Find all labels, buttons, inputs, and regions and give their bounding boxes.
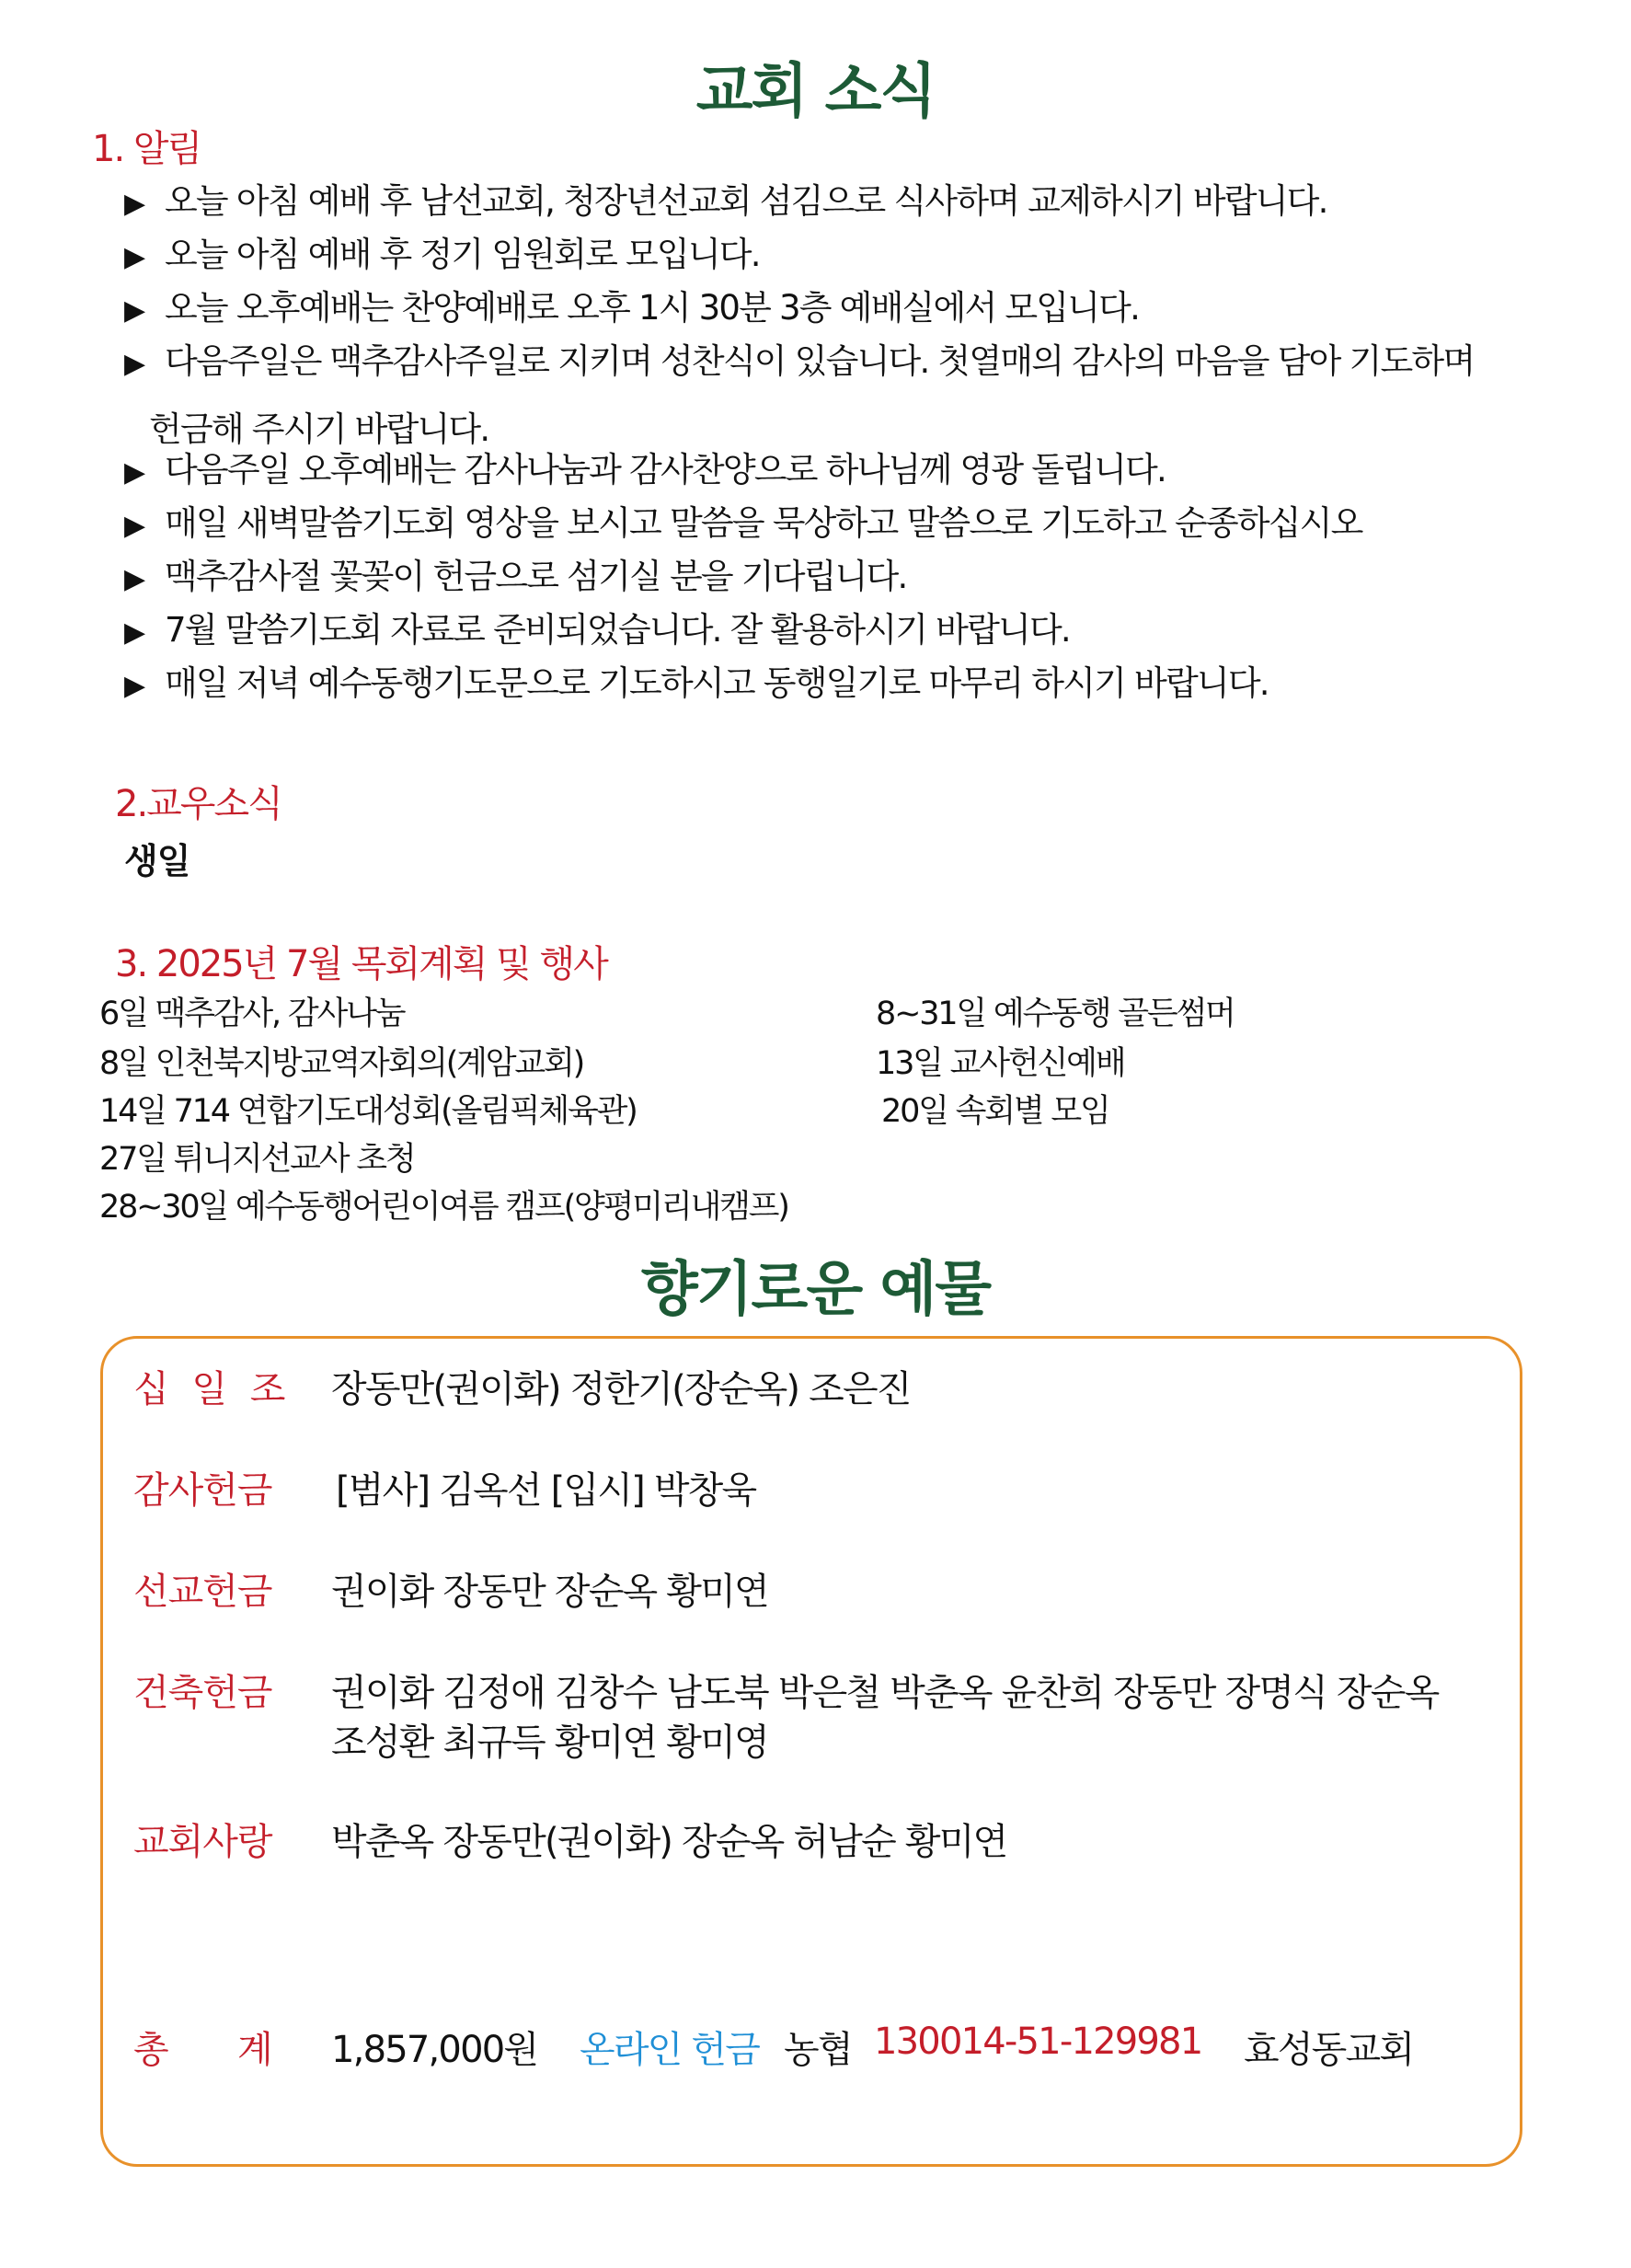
building-label: 건축헌금 xyxy=(133,1672,272,1714)
event-item: 8~31일 예수동행 골든썸머 xyxy=(876,996,1235,1032)
thanks-names: [범사] 김옥선 [입시] 박창욱 xyxy=(336,1469,756,1512)
notice-item: ▶ 오늘 아침 예배 후 남선교회, 청장년선교회 섬김으로 식사하며 교제하시기 바랍니다. xyxy=(124,175,1327,231)
notice-item: ▶ 오늘 오후예배는 찬양예배로 오후 1시 30분 3층 예배실에서 모입니다. xyxy=(124,282,1139,338)
event-item: 6일 맥추감사, 감사나눔 xyxy=(99,996,405,1032)
event-item: 27일 튀니지선교사 초청 xyxy=(99,1141,415,1178)
tithe-names: 장동만(권이화) 정한기(장순옥) 조은진 xyxy=(331,1368,911,1410)
total-label: 계 xyxy=(237,2029,272,2071)
notice-continuation: 헌금해 주시기 바랍니다. xyxy=(149,409,489,449)
event-item: 20일 속회별 모임 xyxy=(881,1093,1109,1130)
members-heading: 2.교우소식 xyxy=(115,783,281,825)
love-label: 교회사랑 xyxy=(133,1821,272,1863)
event-item: 8일 인천북지방교역자회의(계암교회) xyxy=(99,1045,584,1082)
total-amount: 1,857,000원 xyxy=(331,2029,538,2071)
notice-item: ▶ 7월 말씀기도회 자료로 준비되었습니다. 잘 활용하시기 바랍니다. xyxy=(124,604,1070,660)
triangle-bullet-icon: ▶ xyxy=(124,616,144,649)
offerings-title: 향기로운 예물 xyxy=(640,1256,991,1324)
online-offering-label: 온라인 헌금 xyxy=(580,2029,760,2071)
birthday-label: 생일 xyxy=(124,841,190,881)
notice-item: ▶ 오늘 아침 예배 후 정기 임원회로 모입니다. xyxy=(124,228,760,284)
account-number: 130014-51-129981 xyxy=(874,2020,1202,2063)
triangle-bullet-icon: ▶ xyxy=(124,188,144,220)
event-item: 14일 714 연합기도대성회(올림픽체육관) xyxy=(99,1093,637,1130)
tithe-label: 십 일 조 xyxy=(133,1368,292,1410)
news-title: 교회 소식 xyxy=(695,58,936,126)
triangle-bullet-icon: ▶ xyxy=(124,294,144,327)
triangle-bullet-icon: ▶ xyxy=(124,670,144,702)
event-item: 28~30일 예수동행어린이여름 캠프(양평미리내캠프) xyxy=(99,1189,788,1226)
event-item: 13일 교사헌신예배 xyxy=(876,1045,1125,1082)
triangle-bullet-icon: ▶ xyxy=(124,563,144,595)
triangle-bullet-icon: ▶ xyxy=(124,456,144,489)
notice-item: ▶ 맥추감사절 꽃꽂이 헌금으로 섬기실 분을 기다립니다. xyxy=(124,550,906,606)
building-names: 조성환 최규득 황미연 황미영 xyxy=(331,1721,768,1764)
total-label: 총 xyxy=(133,2029,168,2071)
triangle-bullet-icon: ▶ xyxy=(124,241,144,273)
triangle-bullet-icon: ▶ xyxy=(124,348,144,380)
notice-item: ▶ 다음주일 오후예배는 감사나눔과 감사찬양으로 하나님께 영광 돌립니다. xyxy=(124,443,1166,500)
thanks-label: 감사헌금 xyxy=(133,1469,272,1512)
bank-name: 농협 xyxy=(784,2029,852,2071)
mission-label: 선교헌금 xyxy=(133,1571,272,1613)
notice-item: ▶ 매일 저녁 예수동행기도문으로 기도하시고 동행일기로 마무리 하시기 바랍니다. xyxy=(124,657,1269,713)
events-heading: 3. 2025년 7월 목회계획 및 행사 xyxy=(115,943,607,985)
building-names: 권이화 김정애 김창수 남도북 박은철 박춘옥 윤찬희 장동만 장명식 장순옥 xyxy=(331,1672,1439,1714)
notice-item: ▶ 매일 새벽말씀기도회 영상을 보시고 말씀을 묵상하고 말씀으로 기도하고 순종하십시오 xyxy=(124,497,1362,553)
notices-heading: 1. 알림 xyxy=(92,128,201,170)
account-holder: 효성동교회 xyxy=(1244,2029,1414,2071)
mission-names: 권이화 장동만 장순옥 황미연 xyxy=(331,1571,768,1613)
notice-item: ▶ 다음주일은 맥추감사주일로 지키며 성찬식이 있습니다. 첫열매의 감사의 마음을 담아 기도하며 xyxy=(124,335,1474,391)
love-names: 박춘옥 장동만(권이화) 장순옥 허남순 황미연 xyxy=(331,1821,1007,1863)
triangle-bullet-icon: ▶ xyxy=(124,510,144,542)
